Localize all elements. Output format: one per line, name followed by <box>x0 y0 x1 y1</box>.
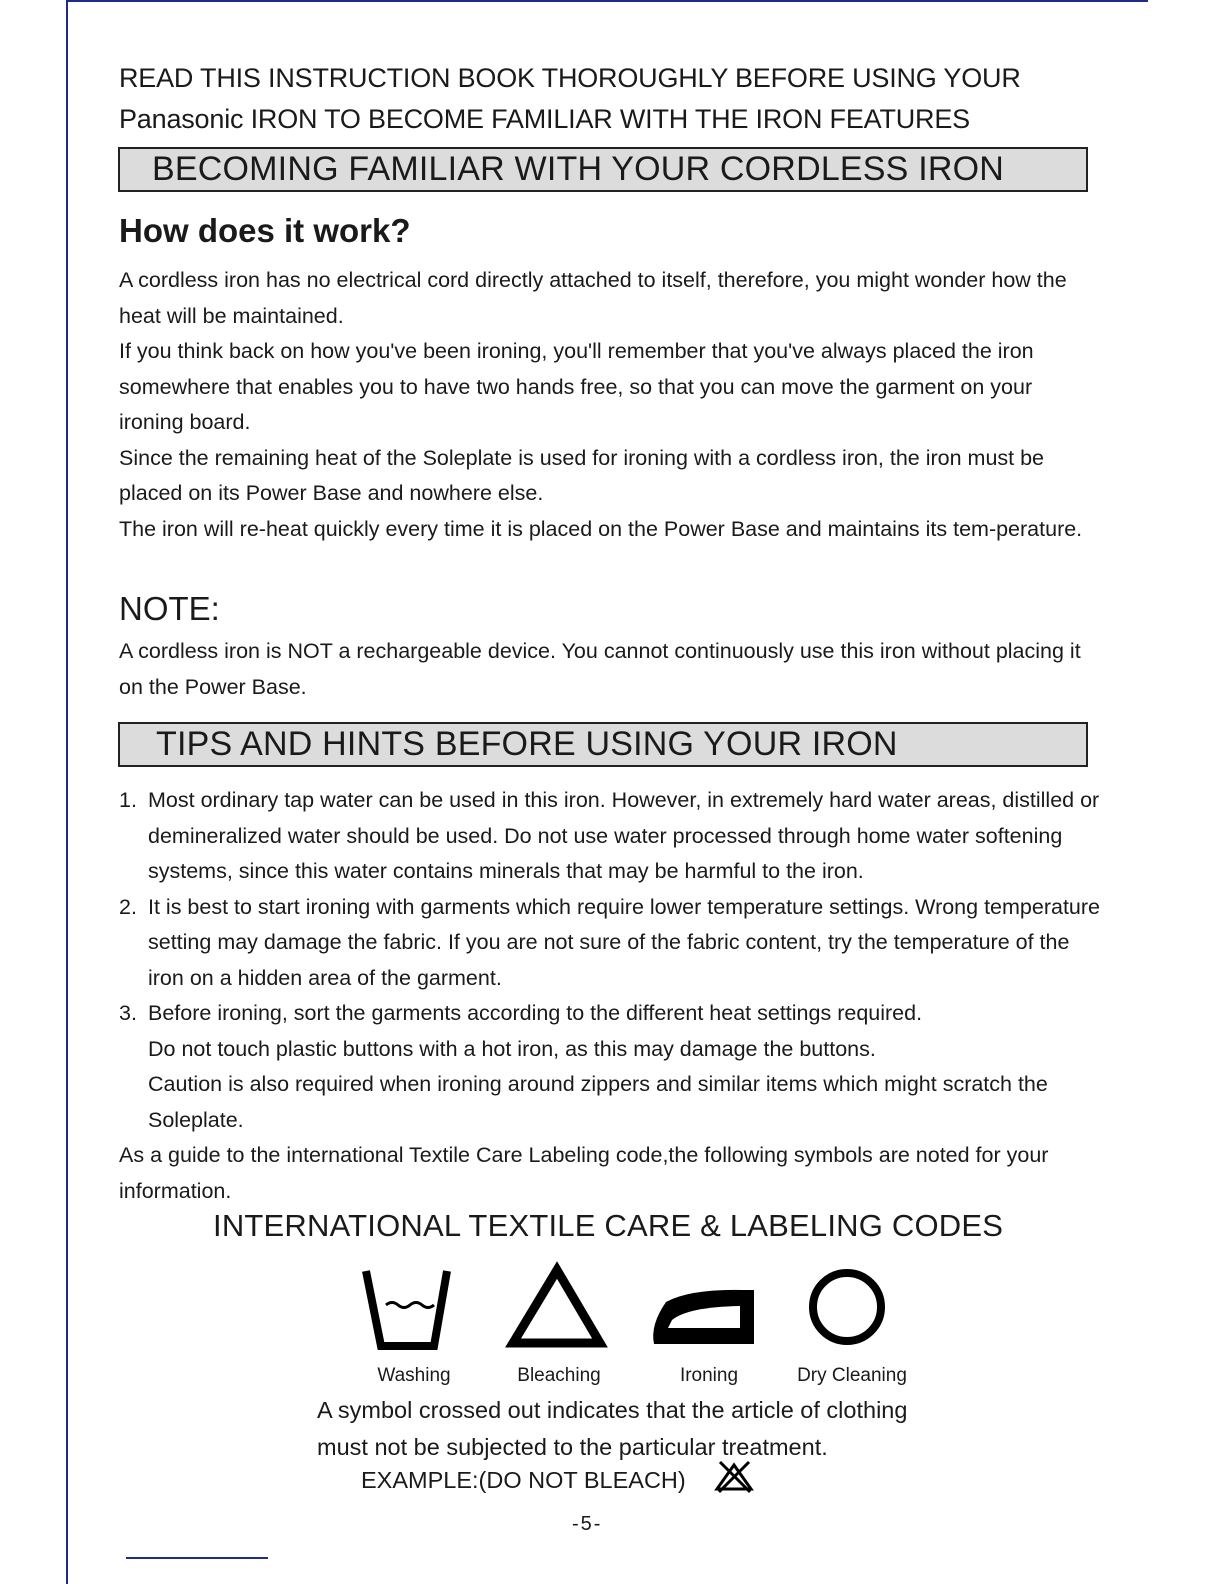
intro-line-2: Panasonic IRON TO BECOME FAMILIAR WITH THE IRON FEATURES <box>119 104 970 134</box>
list-item-continuation: Caution is also required when ironing around zippers and similar items which might scratch the Soleplate. <box>148 1072 1048 1132</box>
page-frame-top <box>66 0 1148 2</box>
bleaching-triangle-icon <box>513 1270 600 1343</box>
paragraph: The iron will re-heat quickly every time it is placed on the Power Base and maintains its tem-perature. <box>119 516 1083 541</box>
note-heading: NOTE: <box>119 590 220 627</box>
list-item <box>119 890 1104 997</box>
intro-line-1: READ THIS INSTRUCTION BOOK THOROUGHLY BEFORE USING YOUR <box>119 63 1021 93</box>
guide-paragraph: As a guide to the international Textile Care Labeling code,the following symbols are noted for your information. <box>119 1143 1049 1203</box>
paragraph: A cordless iron has no electrical cord directly attached to itself, therefore, you might wonder how the heat will be maintained. <box>119 268 1067 328</box>
paragraph: Since the remaining heat of the Soleplate is used for ironing with a cordless iron, the iron must be placed on its Power Base and nowhere else. <box>119 445 1045 505</box>
how-it-works-paragraphs <box>119 263 1099 547</box>
washing-label: Washing <box>377 1365 451 1386</box>
bleaching-label: Bleaching <box>517 1365 601 1386</box>
list-item-number: 3. <box>119 1001 137 1025</box>
crossed-triangle-icon <box>712 1458 756 1494</box>
list-item-text: Before ironing, sort the garments according to the different heat settings required. <box>148 1001 923 1025</box>
intro-text <box>119 58 1021 140</box>
washing-tub-icon <box>366 1271 447 1346</box>
list-item-text: Most ordinary tap water can be used in this iron. However, in extremely hard water areas, distilled or demineralized water should be used. Do not use water processed through home water softening systems, since this water contains minerals that may be harmful to the iron. <box>148 788 1100 883</box>
section-banner-tips-and-hints: TIPS AND HINTS BEFORE USING YOUR IRON <box>118 722 1088 767</box>
note-text: A cordless iron is NOT a rechargeable device. You cannot continuously use this iron without placing it on the Power Base. <box>119 639 1081 699</box>
page-frame-bottom-mark <box>126 1557 268 1559</box>
tips-list <box>119 783 1104 1138</box>
list-item-text: It is best to start ironing with garments which require lower temperature settings. Wrong temperature setting may damage the fabric. If you are not sure of the fabric content, try the temperature of the iron on a hidden area of the garment. <box>148 894 1100 990</box>
paragraph: If you think back on how you've been ironing, you'll remember that you've always placed the iron somewhere that enables you to have two hands free, so that you can move the garment on your ironing board. <box>119 339 1034 434</box>
example-text: EXAMPLE:(DO NOT BLEACH) <box>361 1467 686 1493</box>
crossed-line-1: A symbol crossed out indicates that the article of clothing <box>317 1397 908 1423</box>
dry-cleaning-circle-icon <box>813 1273 881 1341</box>
list-item <box>119 783 1104 890</box>
section-banner-becoming-familiar: BECOMING FAMILIAR WITH YOUR CORDLESS IRON <box>118 147 1088 192</box>
list-item-continuation: Do not touch plastic buttons with a hot iron, as this may damage the buttons. <box>148 1036 876 1061</box>
list-item <box>119 996 1104 1032</box>
page-frame-left <box>66 0 68 1584</box>
page-number: -5- <box>572 1513 603 1535</box>
ironing-iron-icon <box>653 1290 754 1344</box>
how-does-it-work-heading: How does it work? <box>119 212 411 249</box>
crossed-line-2: must not be subjected to the particular treatment. <box>317 1434 828 1460</box>
crossed-symbol-explanation <box>317 1392 907 1466</box>
care-codes-title: INTERNATIONAL TEXTILE CARE & LABELING CODES <box>213 1208 1004 1243</box>
list-item-number: 1. <box>119 788 137 812</box>
list-item-number: 2. <box>119 894 137 919</box>
ironing-label: Ironing <box>679 1365 739 1386</box>
dry-cleaning-label: Dry Cleaning <box>797 1365 907 1386</box>
